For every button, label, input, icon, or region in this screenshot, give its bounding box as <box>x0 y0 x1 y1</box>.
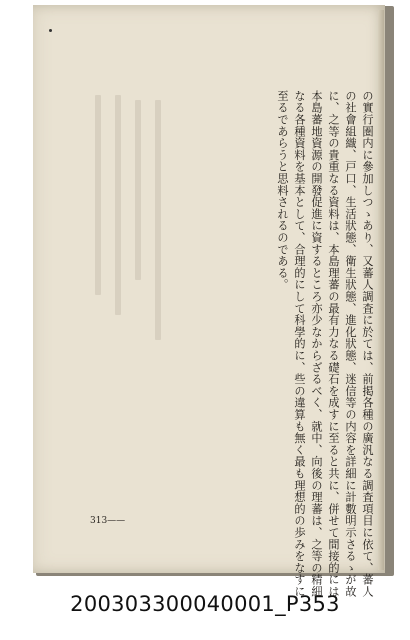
page-number: 313—— <box>90 516 126 526</box>
vertical-text-block <box>224 90 374 598</box>
text-column: 本島蕃地資源の開發促進に資するところ亦少なからざるべく、就中、向後の理蕃は、之等の精細 <box>310 90 323 598</box>
text-column: の實行圏内に參加しつゝあり、又蕃人調査に於ては、前掲各種の廣汎なる調査項目に依て、蕃人 <box>361 90 374 598</box>
text-column: に、之等の貴重なる資料は、本島理蕃の最有力なる礎石を成すに至ると共に、併せて間接的には <box>327 90 340 598</box>
text-column: なる各種資料を基本として、合理的にして科學的に、些の違算も無く最も理想的の歩みをなすに <box>293 90 306 598</box>
text-column: 至るであらうと思料されるのである。 <box>276 90 289 291</box>
bleed-through-mark <box>95 95 101 295</box>
page-edge <box>378 10 384 570</box>
image-caption: 200303300040001_P353 <box>70 592 340 616</box>
bleed-through-mark <box>135 100 141 280</box>
ink-dot <box>49 29 52 32</box>
bleed-through-mark <box>155 100 161 340</box>
bleed-through-mark <box>115 95 121 315</box>
text-column: の社會組織、戸口、生活狀態、衛生狀態、進化狀態、迷信等の内容を詳細に計數明示さるゝが故 <box>344 90 357 598</box>
